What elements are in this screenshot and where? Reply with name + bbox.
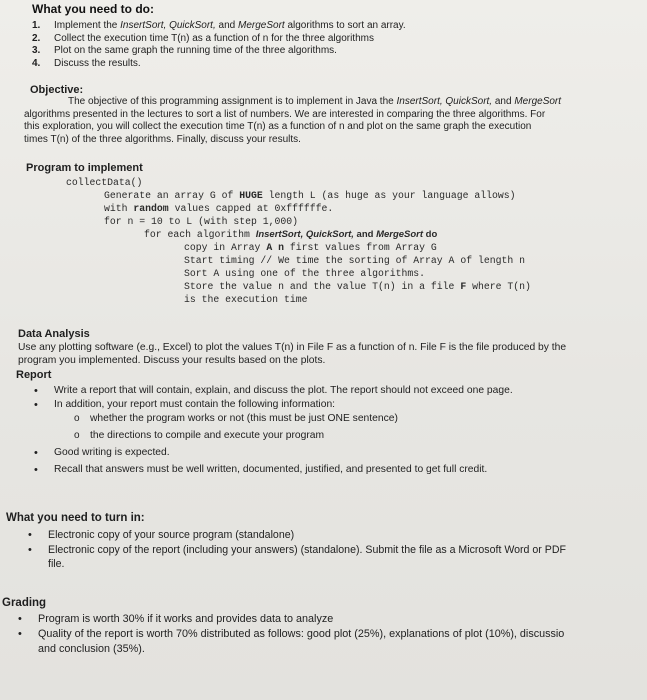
report-heading: Report xyxy=(16,369,52,381)
grading-bullet-2-cont: and conclusion (35%). xyxy=(38,643,145,655)
todo-item-2: 2. Collect the execution time T(n) as a function of n for the three algorithms xyxy=(32,32,374,44)
report-bullet-3: • Good writing is expected. xyxy=(34,447,170,459)
analysis-line-1: Use any plotting software (e.g., Excel) to plot the values T(n) in File F as a function of n. File F is the file produced by the xyxy=(18,342,567,353)
report-sub-2: o the directions to compile and execute your program xyxy=(74,430,325,441)
report-bullet-1: • Write a report that will contain, explain, and discuss the plot. The report should not exceed one page. xyxy=(34,385,513,397)
todo-item-3: 3. Plot on the same graph the running time of the three algorithms. xyxy=(32,45,337,56)
turnin-heading: What you need to turn in: xyxy=(6,512,145,524)
objective-line-1: The objective of this programming assignment is to implement in Java the InsertSort, QuickSort, and MergeSort xyxy=(68,96,562,107)
report-bullet-4: • Recall that answers must be well written, documented, justified, and presented to get full credit. xyxy=(34,464,488,476)
analysis-line-2: program you implemented. Discuss your results based on the plots. xyxy=(18,355,326,366)
todo-item-1: 1. Implement the InsertSort, QuickSort, and MergeSort algorithms to sort an array. xyxy=(32,20,406,31)
todo-heading: What you need to do: xyxy=(32,2,154,16)
report-bullet-2: • In addition, your report must contain the following information: xyxy=(34,399,336,411)
code-line-9: is the execution time xyxy=(184,294,308,305)
code-line-2: with random values capped at 0xffffffe. xyxy=(104,203,334,214)
program-heading: Program to implement xyxy=(26,162,143,174)
program-function: collectData() xyxy=(66,177,143,188)
turnin-bullet-1: • Electronic copy of your source program (standalone) xyxy=(28,529,295,541)
todo-item-4: 4. Discuss the results. xyxy=(32,57,141,69)
grading-heading: Grading xyxy=(2,597,47,609)
analysis-paragraph xyxy=(18,341,566,367)
code-line-7: Sort A using one of the three algorithms. xyxy=(184,268,426,279)
code-line-8: Store the value n and the value T(n) in a file F where T(n) xyxy=(184,281,531,292)
turnin-bullet-2: • Electronic copy of the report (including your answers) (standalone). Submit the file as a Microsoft Word or PDF xyxy=(28,543,566,556)
objective-line-4: times T(n) of the three algorithms. Finally, discuss your results. xyxy=(24,133,301,145)
objective-heading: Objective: xyxy=(30,84,84,96)
todo-list xyxy=(32,20,406,70)
objective-line-3: this exploration, you will collect the execution time T(n) as a function of n and plot on the same graph the execution xyxy=(24,121,532,132)
code-line-6: Start timing // We time the sorting of Array A of length n xyxy=(184,255,525,266)
grading-bullet-1: • Program is worth 30% if it works and provides data to analyze xyxy=(18,613,334,625)
report-sub-1: o whether the program works or not (this must be just ONE sentence) xyxy=(74,413,398,424)
grading-bullet-2: • Quality of the report is worth 70% distributed as follows: good plot (25%), explanations of plot (10%), discussio xyxy=(18,628,565,640)
turnin-bullet-2-cont: file. xyxy=(48,558,65,570)
grading-list xyxy=(18,612,564,657)
turnin-list xyxy=(28,528,566,572)
code-line-5: copy in Array A n first values from Array G xyxy=(184,242,437,253)
code-line-4: for each algorithm InsertSort, QuickSort, and MergeSort do xyxy=(144,229,438,240)
code-line-1: Generate an array G of HUGE length L (as huge as your language allows) xyxy=(104,190,516,201)
report-list xyxy=(34,384,513,477)
objective-paragraph xyxy=(24,96,624,146)
analysis-heading: Data Analysis xyxy=(18,328,90,340)
objective-line-2: algorithms presented in the lectures to sort a list of numbers. We are interested in comparing the three algorithms. For xyxy=(24,108,546,120)
code-line-3: for n = 10 to L (with step 1,000) xyxy=(104,216,299,227)
